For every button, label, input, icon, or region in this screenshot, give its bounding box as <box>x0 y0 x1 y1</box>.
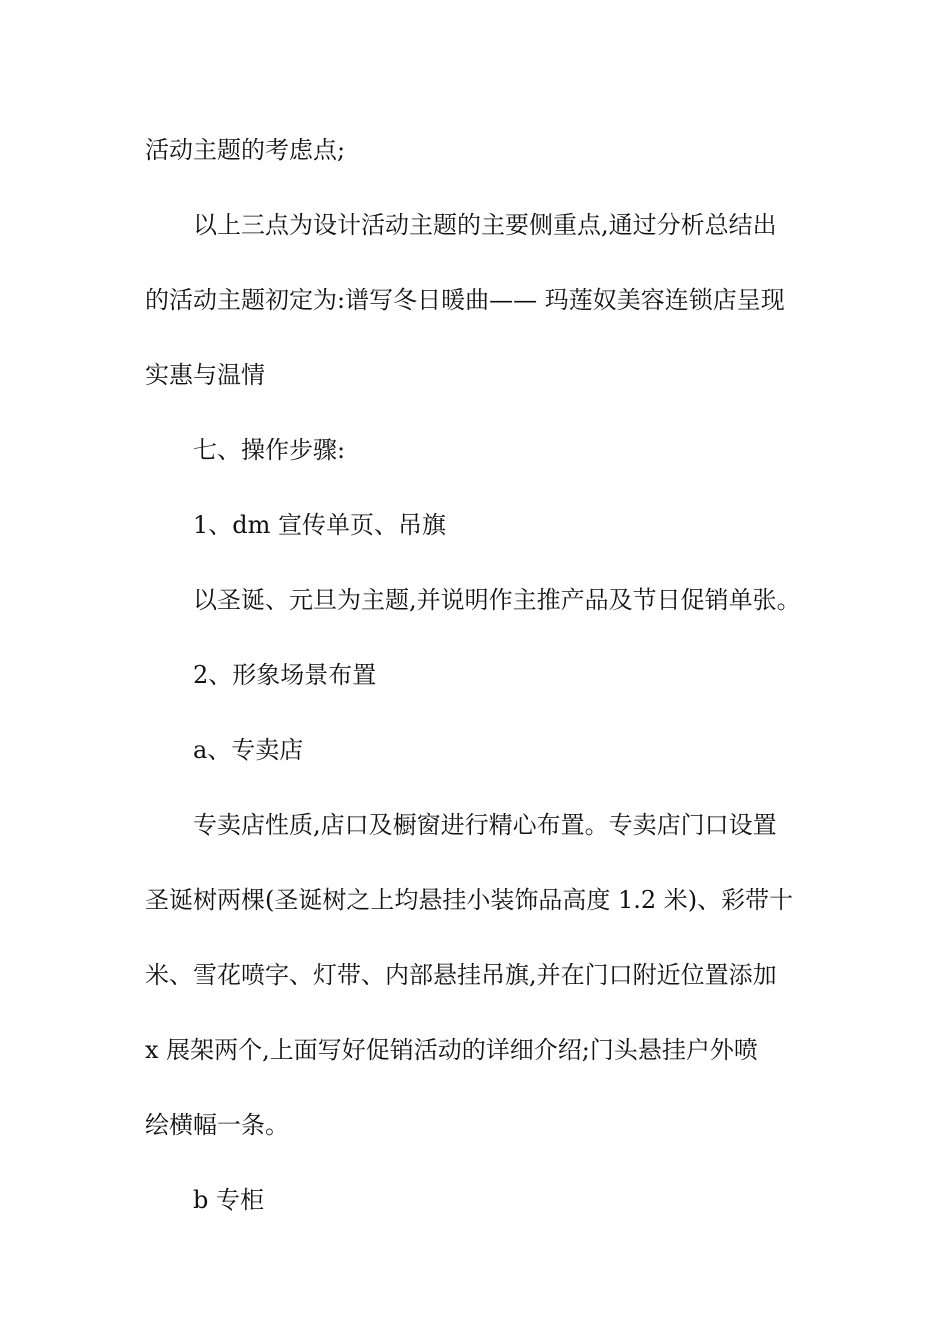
text-line: 活动主题的考虑点; <box>145 136 346 164</box>
text-line: 实惠与温情 <box>145 361 265 389</box>
subsection-heading: b 专柜 <box>193 1186 264 1214</box>
subsection-heading: 2、形象场景布置 <box>193 661 377 689</box>
paragraph-line: 专卖店性质,店口及橱窗进行精心布置。专卖店门口设置 <box>193 811 777 839</box>
text-line: 米、雪花喷字、灯带、内部悬挂吊旗,并在门口附近位置添加 <box>145 961 777 989</box>
subsection-heading: 1、dm 宣传单页、吊旗 <box>193 511 447 539</box>
paragraph-line: 以圣诞、元旦为主题,并说明作主推产品及节日促销单张。 <box>193 586 801 614</box>
section-heading: 七、操作步骤: <box>193 436 346 464</box>
text-line: 圣诞树两棵(圣诞树之上均悬挂小装饰品高度 1.2 米)、彩带十 <box>145 886 794 914</box>
text-line: 的活动主题初定为:谱写冬日暖曲—— 玛莲奴美容连锁店呈现 <box>145 286 785 314</box>
subsection-heading: a、专卖店 <box>193 736 304 764</box>
paragraph-line: 以上三点为设计活动主题的主要侧重点,通过分析总结出 <box>193 211 777 239</box>
text-line: x 展架两个,上面写好促销活动的详细介绍;门头悬挂户外喷 <box>145 1036 758 1064</box>
text-line: 绘横幅一条。 <box>145 1111 289 1139</box>
